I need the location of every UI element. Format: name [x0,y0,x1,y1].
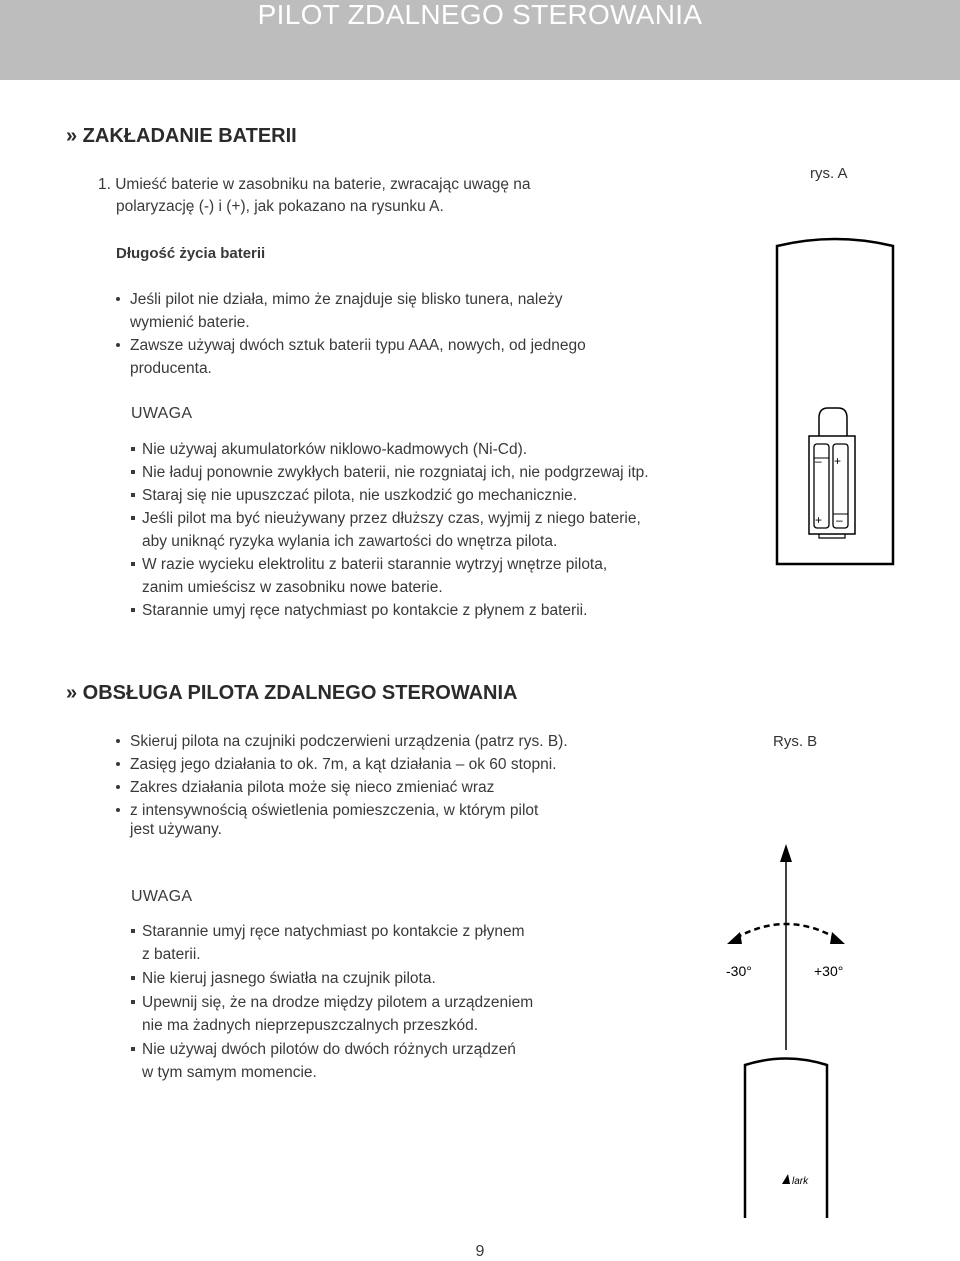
page-number: 9 [475,1243,485,1260]
battery-life-title: Długość życia baterii [116,245,266,262]
usage-list [116,730,568,822]
list-item: Zawsze używaj dwóch sztuk baterii typu AAA, nowych, od jednego producenta. [116,334,586,380]
usage-item-continuation: jest używany. [130,821,222,838]
up-arrow-head [780,844,792,862]
usage-warning-list [111,920,533,1085]
list-item: Starannie umyj ręce natychmiast po kontakcie z płynem z baterii. [111,599,649,622]
polarity-minus-bottom: – [836,513,843,527]
list-item: Nie używaj dwóch pilotów do dwóch różnych urządzeń w tym samym momencie. [111,1038,533,1084]
list-item: Starannie umyj ręce natychmiast po kontakcie z płynem z baterii. [111,920,533,966]
usage-section-title: » OBSŁUGA PILOTA ZDALNEGO STEROWANIA [66,682,518,704]
warning-title-1: UWAGA [131,405,193,422]
step1-line1: 1. Umieść baterie w zasobniku na baterie, zwracając uwagę na [98,176,531,193]
angle-left-label: -30° [726,963,752,979]
figure-a-remote-diagram [775,236,895,566]
list-item: Skieruj pilota na czujniki podczerwieni urządzenia (patrz rys. B). [116,730,568,753]
list-item: Nie kieruj jasnego światła na czujnik pilota. [111,967,533,990]
list-item: z intensywnością oświetlenia pomieszczenia, w którym pilot [116,799,568,822]
list-item: Nie używaj akumulatorków niklowo-kadmowych (Ni-Cd). [111,438,649,461]
polarity-plus-top: + [834,454,842,468]
list-item: Jeśli pilot ma być nieużywany przez dłuższy czas, wyjmij z niego baterie, aby uniknąć ryzyka wylania ich zawartości do wnętrza pilota. [111,507,649,553]
arc-arrow-left [727,932,742,944]
polarity-plus-bottom: + [815,513,823,527]
list-item: W razie wycieku elektrolitu z baterii starannie wytrzyj wnętrze pilota, zanim umieścisz w zasobniku nowe baterie. [111,553,649,599]
page-title: PILOT ZDALNEGO STEROWANIA [257,0,703,30]
latch-shape [819,408,847,440]
warning-title-2: UWAGA [131,888,193,905]
arc-arrow-right [830,932,845,944]
list-item: Staraj się nie upuszczać pilota, nie uszkodzić go mechanicznie. [111,484,649,507]
polarity-minus-top: – [815,454,822,468]
figure-b-angle-diagram [710,840,870,1220]
page-header [0,0,960,80]
battery-warning-list [111,438,649,622]
step1-line2: polaryzację (-) i (+), jak pokazano na rysunku A. [116,198,444,215]
battery-life-list [116,288,586,380]
list-item: Zakres działania pilota może się nieco zmieniać wraz [116,776,568,799]
figure-b-label: Rys. B [773,733,818,750]
battery-section-title: » ZAKŁADANIE BATERII [66,125,297,147]
list-item: Jeśli pilot nie działa, mimo że znajduje się blisko tunera, należy wymienić baterie. [116,288,586,334]
figure-a-label: rys. A [810,165,848,182]
brand-logo: lark [792,1176,809,1187]
angle-right-label: +30° [814,963,844,979]
remote-outline-b [745,1059,827,1219]
list-item: Zasięg jego działania to ok. 7m, a kąt działania – ok 60 stopni. [116,753,568,776]
list-item: Upewnij się, że na drodze między pilotem a urządzeniem nie ma żadnych nieprzepuszczalnych przeszkód. [111,991,533,1037]
list-item: Nie ładuj ponownie zwykłych baterii, nie rozgniataj ich, nie podgrzewaj itp. [111,461,649,484]
